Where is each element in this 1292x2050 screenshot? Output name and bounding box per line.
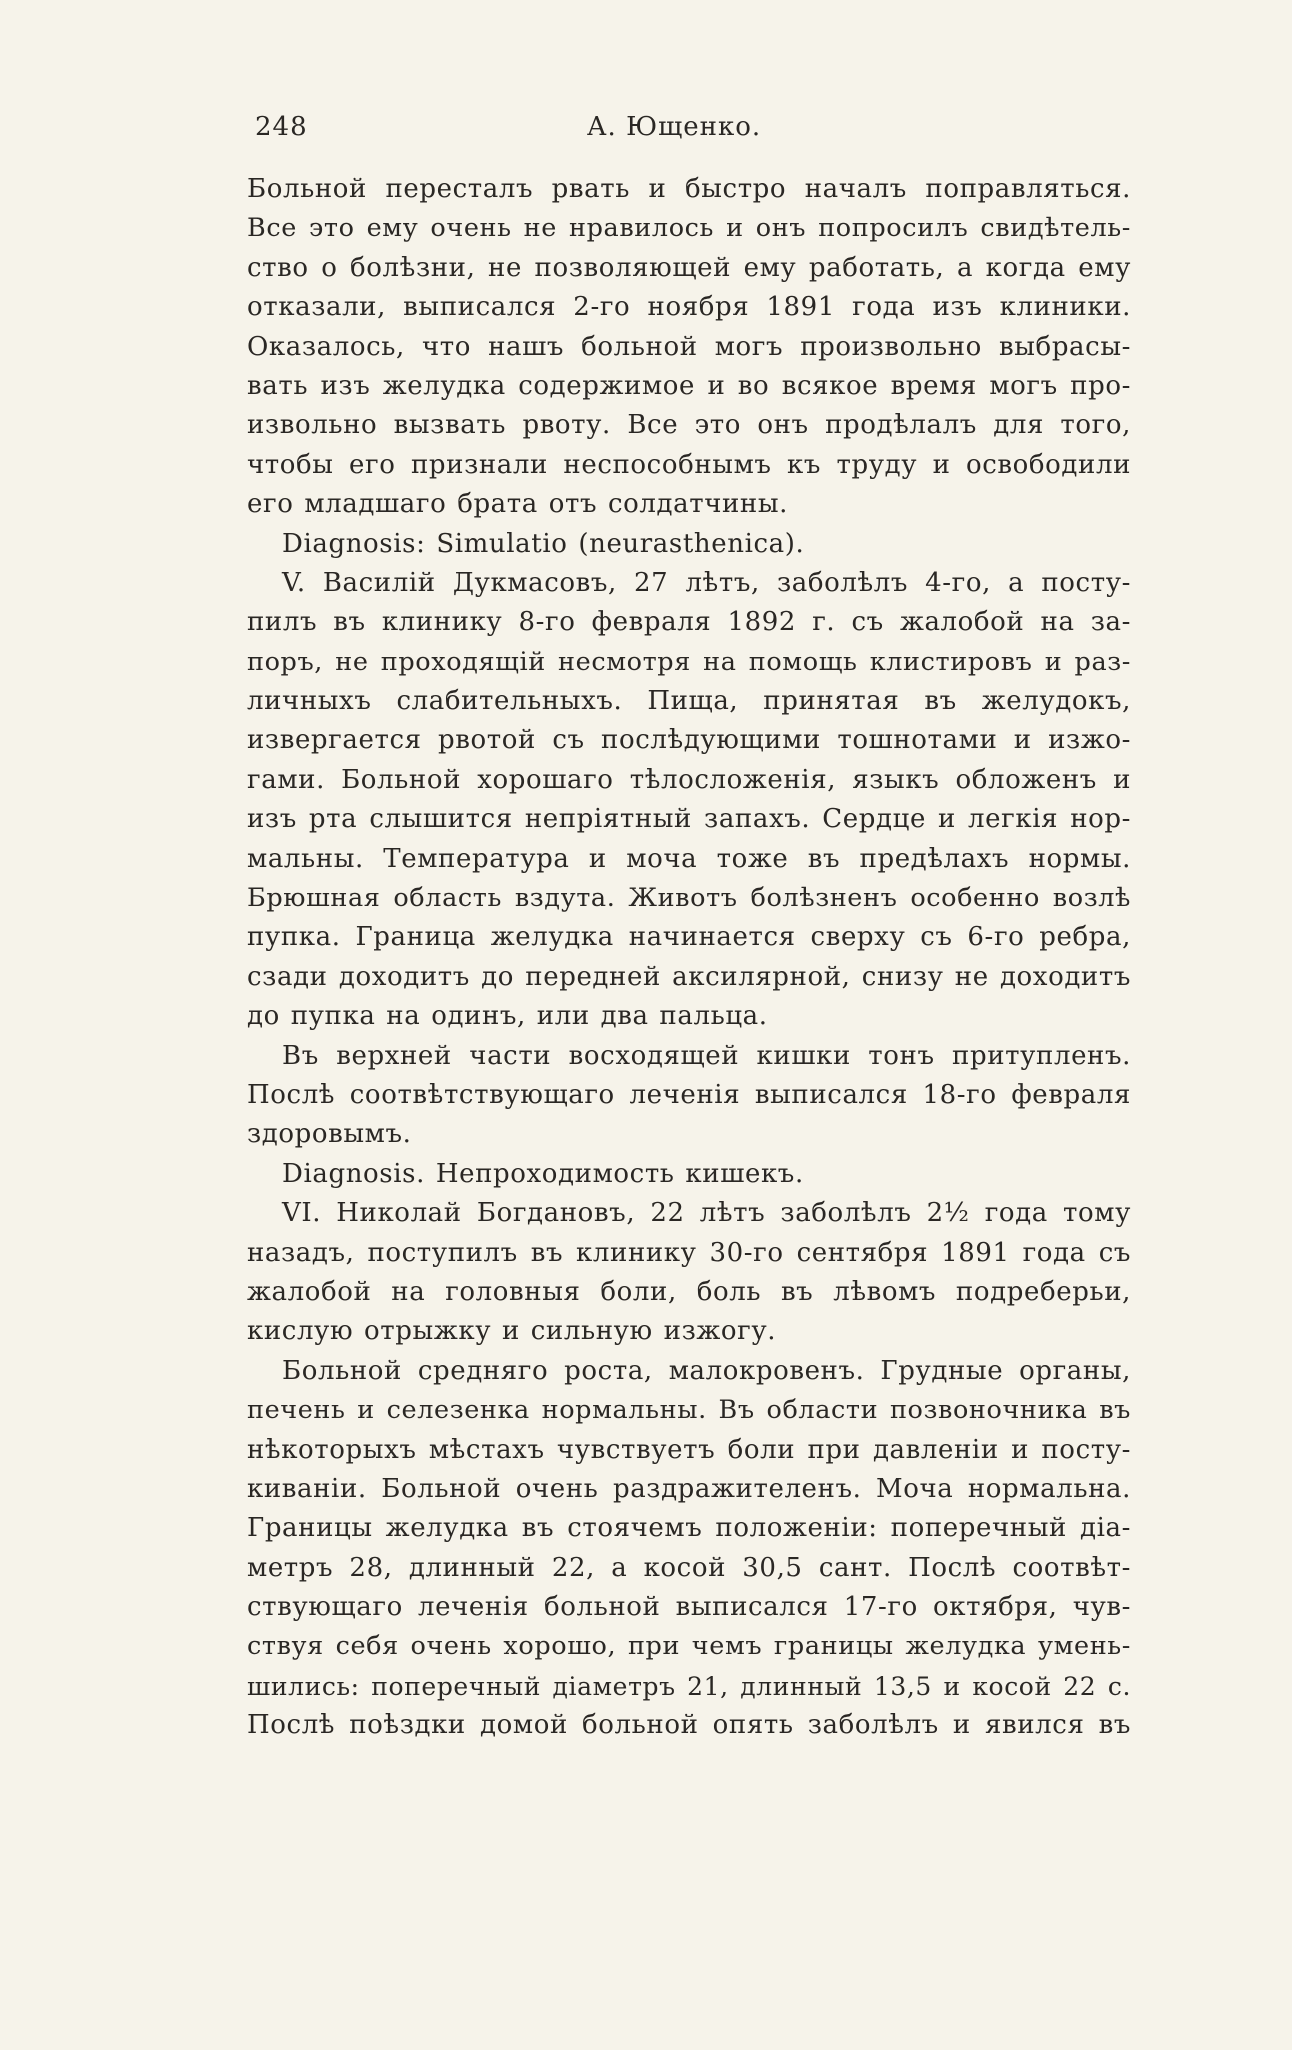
text-line: шились: поперечный діаметръ 21, длинный 13,5 и косой 22 с. — [247, 1671, 1131, 1701]
text-line: Послѣ соотвѣтствующаго леченія выписался 18-го февраля — [247, 1079, 1131, 1110]
text-line: киваніи. Больной очень раздражителенъ. Моча нормальна. — [247, 1473, 1131, 1504]
text-line: извергается рвотой съ послѣдующими тошнотами и изжо- — [247, 725, 1131, 756]
text-line: VI. Николай Богдановъ, 22 лѣтъ заболѣлъ 2½ года тому — [282, 1198, 1131, 1229]
text-line: ствуя себя очень хорошо, при чемъ границы желудка умень- — [247, 1631, 1131, 1662]
text-line: Больной средняго роста, малокровенъ. Грудные органы, — [282, 1355, 1131, 1386]
text-line: Diagnosis. Непроходимость кишекъ. — [282, 1158, 804, 1189]
page-number: 248 — [255, 112, 308, 142]
page-header — [255, 112, 1093, 152]
text-line: жалобой на головныя боли, боль въ лѣвомъ подреберьи, — [247, 1276, 1131, 1307]
text-line: назадъ, поступилъ въ клинику 30-го сентября 1891 года съ — [247, 1237, 1131, 1268]
text-line: Все это ему очень не нравилось и онъ попросилъ свидѣтель- — [247, 213, 1131, 244]
text-line: ствующаго леченія больной выписался 17-го октября, чув- — [247, 1592, 1131, 1623]
body-text — [247, 170, 1131, 1746]
text-line: гами. Больной хорошаго тѣлосложенія, языкъ обложенъ и — [247, 764, 1131, 795]
text-line: нѣкоторыхъ мѣстахъ чувствуетъ боли при давленіи и посту- — [247, 1434, 1131, 1465]
running-head: А. Ющенко. — [586, 112, 762, 142]
text-line: мальны. Температура и моча тоже въ предѣлахъ нормы. — [247, 843, 1131, 874]
text-line: до пупка на одинъ, или два пальца. — [247, 1001, 768, 1032]
text-line: Оказалось, что нашъ больной могъ произвольно выбрасы- — [247, 331, 1131, 362]
text-line: Послѣ поѣздки домой больной опять заболѣлъ и явился въ — [247, 1710, 1131, 1741]
text-line: печень и селезенка нормальны. Въ области позвоночника въ — [247, 1395, 1131, 1426]
text-line: его младшаго брата отъ солдатчины. — [247, 489, 789, 520]
text-line: Diagnosis: Simulatio (neurasthenica). — [282, 528, 805, 559]
text-line: поръ, не проходящій несмотря на помощь клистировъ и раз- — [247, 646, 1131, 677]
text-line: ство о болѣзни, не позволяющей ему работать, а когда ему — [247, 252, 1131, 283]
text-line: Брюшная область вздута. Животъ болѣзненъ особенно возлѣ — [247, 883, 1131, 914]
text-line: отказали, выписался 2-го ноября 1891 года изъ клиники. — [247, 292, 1131, 323]
text-line: Границы желудка въ стоячемъ положеніи: поперечный діа- — [247, 1513, 1131, 1544]
text-line: V. Василій Дукмасовъ, 27 лѣтъ, заболѣлъ 4-го, а посту- — [282, 567, 1131, 598]
text-line: метръ 28, длинный 22, а косой 30,5 сант. Послѣ соотвѣт- — [247, 1552, 1131, 1583]
text-line: Въ верхней части восходящей кишки тонъ притупленъ. — [282, 1040, 1131, 1071]
text-line: изъ рта слышится непріятный запахъ. Сердце и легкія нор- — [247, 804, 1131, 835]
text-line: чтобы его признали неспособнымъ къ труду и освободили — [247, 449, 1131, 480]
text-line: здоровымъ. — [247, 1119, 412, 1150]
text-line: сзади доходитъ до передней аксилярной, снизу не доходитъ — [247, 961, 1131, 992]
text-line: извольно вызвать рвоту. Все это онъ продѣлалъ для того, — [247, 410, 1131, 441]
text-line: кислую отрыжку и сильную изжогу. — [247, 1316, 777, 1347]
text-line: личныхъ слабительныхъ. Пища, принятая въ желудокъ, — [247, 686, 1131, 717]
text-line: Больной пересталъ рвать и быстро началъ поправляться. — [247, 174, 1131, 204]
text-line: пилъ въ клинику 8-го февраля 1892 г. съ жалобой на за- — [247, 607, 1131, 638]
text-line: вать изъ желудка содержимое и во всякое время могъ про- — [247, 370, 1131, 401]
text-line: пупка. Граница желудка начинается сверху съ 6-го ребра, — [247, 922, 1131, 953]
